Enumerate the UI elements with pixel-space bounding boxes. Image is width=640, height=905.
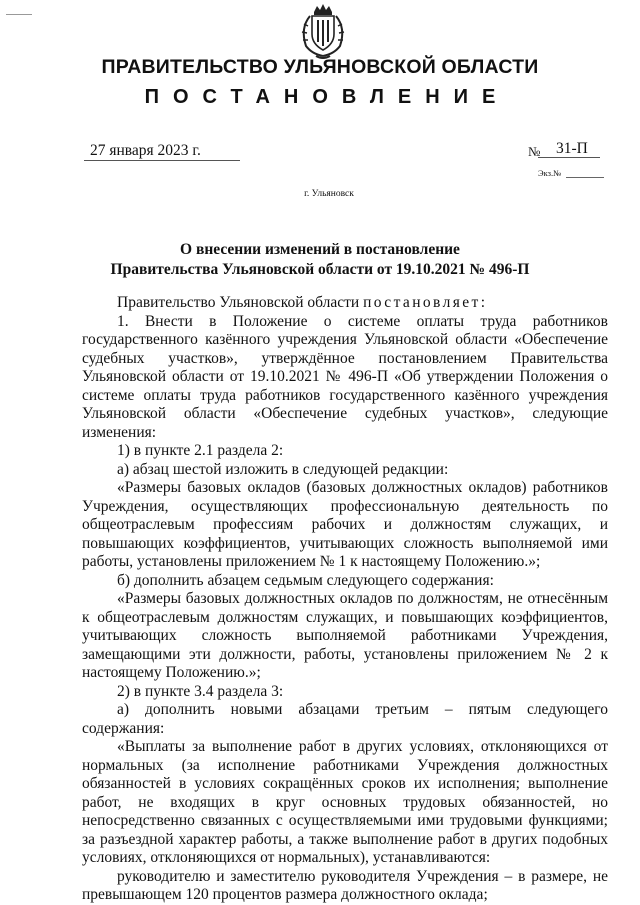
resolution-verb: постановляет (363, 294, 481, 311)
organization-name: ПРАВИТЕЛЬСТВО УЛЬЯНОВСКОЙ ОБЛАСТИ (101, 56, 539, 78)
document-title (0, 240, 640, 280)
scan-mark (6, 14, 32, 15)
document-body (82, 294, 608, 905)
paragraph-7: 2) в пункте 3.4 раздела 3: (117, 682, 284, 700)
document-date: 27 января 2023 г. (90, 142, 201, 159)
paragraph-resolution (82, 294, 608, 313)
paragraph-9: «Выплаты за выполнение работ в других условиях, отклоняющихся от нормальных (за исполнение работниками Учреждения должностных обязанностей в условиях сокращённых сроков их исполнения; выполнение работ, не входящих в круг основных трудовых обязанностей, но непосредственно связанных с осуществляемыми ими трудовыми функциями; за разъездной характер работы, а также выполнение работ в других подобных условиях, отклоняющихся от нормальных), устанавливаются: (82, 738, 608, 866)
title-line-2: Правительства Ульяновской области от 19.10.2021 № 496-П (110, 261, 530, 278)
document-type: ПОСТАНОВЛЕНИЕ (144, 86, 510, 108)
resolution-prefix: Правительство Ульяновской области (117, 294, 364, 311)
date-underline (84, 160, 240, 161)
number-underline (538, 157, 600, 158)
paragraph-4: «Размеры базовых окладов (базовых должностных окладов) работников Учреждения, осуществляющих профессиональную деятельность по общеотраслевым профессиям рабочих и должностям служащих, и повышающих коэффициентов, учитывающих сложность выполняемой ими работы, установлены приложением № 1 к настоящему Положению.»; (82, 479, 608, 570)
paragraph-1: 1. Внести в Положение о системе оплаты труда работников государственного казённого учреждения Ульяновской области «Обеспечение судебных участков», утверждённое постановлением Правительства Ульяновской области от 19.10.2021 № 496-П «Об утверждении Положения о системе оплаты труда работников государственного казённого учреждения Ульяновской области «Обеспечение судебных участков», следующие изменения: (82, 312, 608, 441)
paragraph-3: а) абзац шестой изложить в следующей редакции: (117, 460, 449, 478)
copy-number-underline (566, 177, 604, 178)
number-sign: № (528, 144, 541, 159)
document-number: 31-П (556, 140, 588, 157)
paragraph-5: б) дополнить абзацем седьмым следующего содержания: (117, 571, 494, 589)
paragraph-10: руководителю и заместителю руководителя Учреждения – в размере, не превышающем 120 процентов размера должностного оклада; (82, 867, 608, 903)
paragraph-6: «Размеры базовых должностных окладов по должностям, не отнесённым к общеотраслевым должностям служащих, и повышающих коэффициентов, учитывающих сложность выполняемой работниками Учреждения, замещающими эти должности, работы, установлены приложением № 2 к настоящему Положению.»; (82, 590, 608, 681)
title-line-1: О внесении изменений в постановление (180, 241, 460, 258)
paragraph-2: 1) в пункте 2.1 раздела 2: (117, 442, 284, 459)
ulyanovsk-region-coat-of-arms-icon (296, 2, 350, 60)
copy-number-label: Экз.№ (538, 168, 562, 178)
city: г. Ульяновск (304, 189, 354, 199)
resolution-suffix: : (480, 294, 486, 311)
paragraph-8: а) дополнить новыми абзацами третьим – пятым следующего содержания: (82, 701, 608, 737)
